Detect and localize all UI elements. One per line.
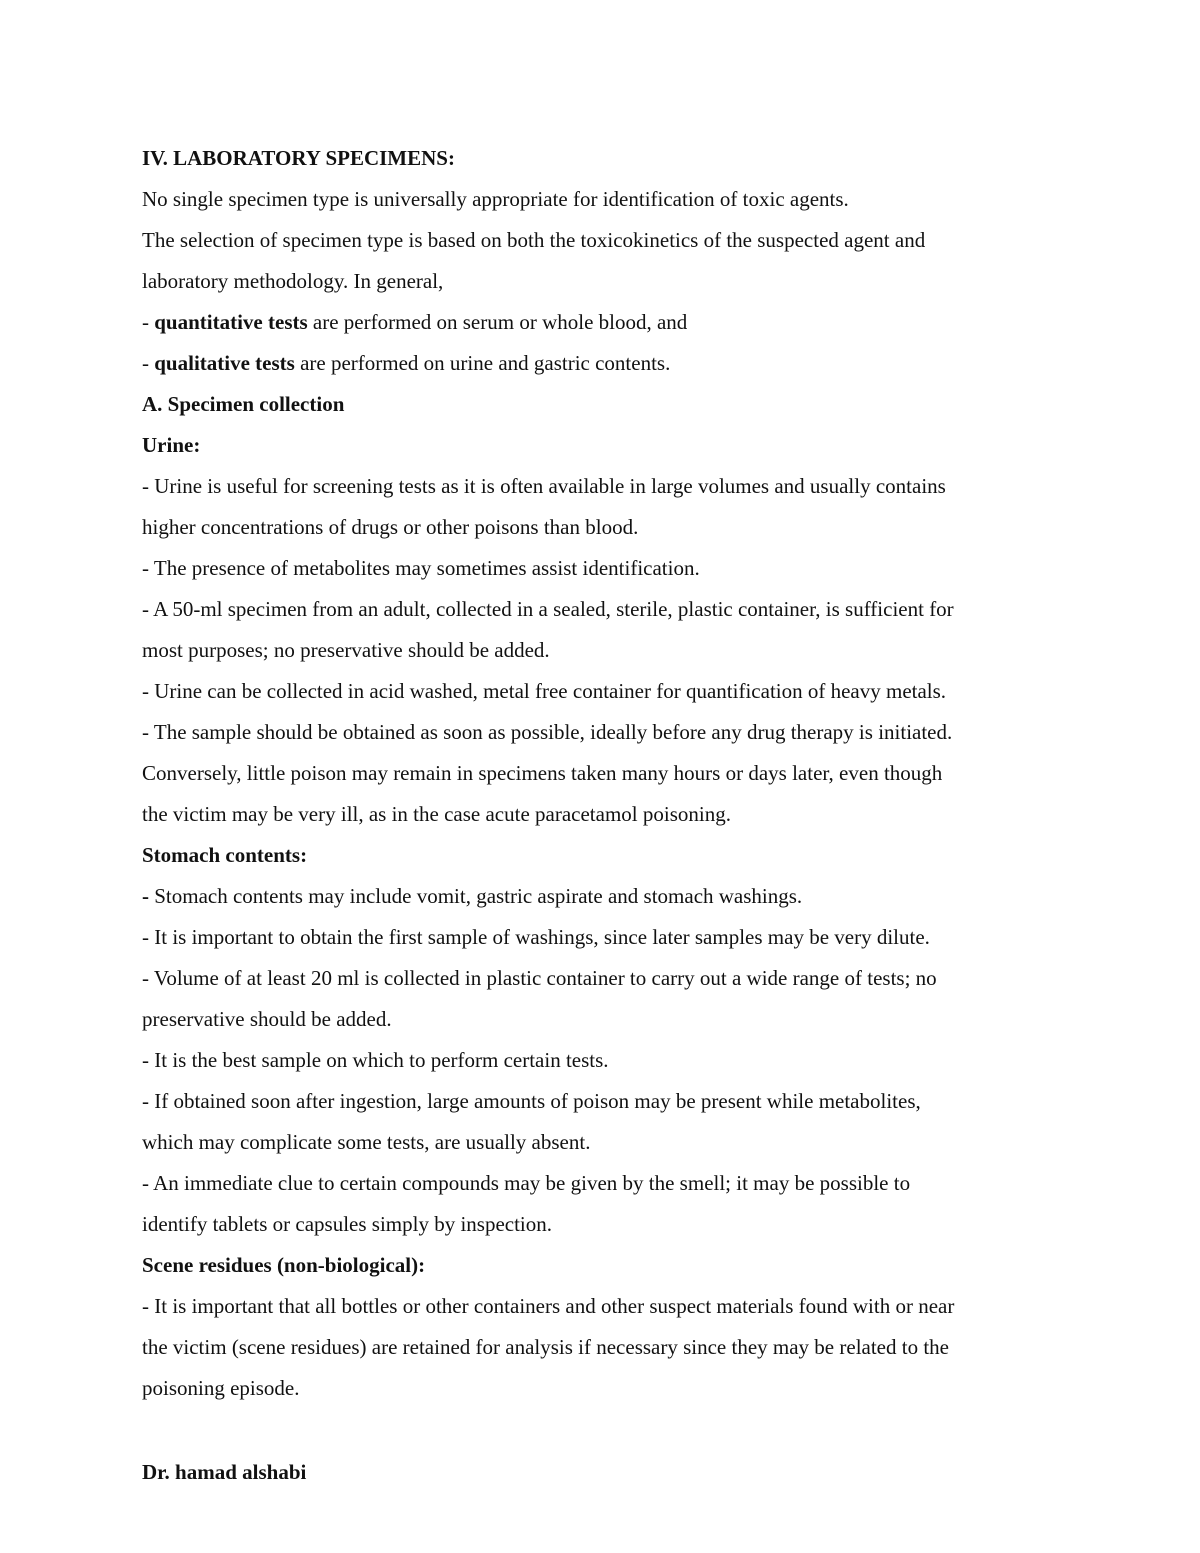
- intro-line: The selection of specimen type is based on both the toxicokinetics of the suspected agent and: [142, 228, 926, 252]
- author-signature: Dr. hamad alshabi: [142, 1460, 307, 1484]
- urine-line: - Urine is useful for screening tests as it is often available in large volumes and usually contains: [142, 474, 946, 498]
- qualitative-tests-text: are performed on urine and gastric contents.: [294, 351, 671, 375]
- stomach-line: preservative should be added.: [142, 1007, 392, 1031]
- urine-heading: Urine:: [142, 433, 201, 457]
- quantitative-tests-term: quantitative tests: [154, 310, 308, 334]
- bullet-dash: -: [142, 884, 149, 908]
- urine-line: higher concentrations of drugs or other poisons than blood.: [142, 515, 639, 539]
- stomach-line: - Volume of at least 20 ml is collected in plastic container to carry out a wide range of tests; no: [142, 966, 937, 990]
- stomach-line: identify tablets or capsules simply by inspection.: [142, 1212, 553, 1236]
- intro-line: laboratory methodology. In general,: [142, 269, 444, 293]
- stomach-line: - It is the best sample on which to perform certain tests.: [142, 1048, 609, 1072]
- urine-line: - The presence of metabolites may sometimes assist identification.: [142, 556, 700, 580]
- qualitative-tests-line: [142, 343, 1062, 384]
- scene-line: poisoning episode.: [142, 1376, 300, 1400]
- scene-line: the victim (scene residues) are retained for analysis if necessary since they may be related to the: [142, 1335, 949, 1359]
- stomach-line: - An immediate clue to certain compounds may be given by the smell; it may be possible to: [142, 1171, 911, 1195]
- section-title: IV. LABORATORY SPECIMENS:: [142, 146, 455, 170]
- bullet-dash: -: [142, 351, 155, 375]
- stomach-line: [142, 876, 1062, 917]
- bullet-dash: -: [142, 310, 155, 334]
- urine-line: the victim may be very ill, as in the case acute paracetamol poisoning.: [142, 802, 731, 826]
- subsection-heading-specimen-collection: A. Specimen collection: [142, 392, 345, 416]
- urine-line: most purposes; no preservative should be added.: [142, 638, 550, 662]
- stomach-line: - If obtained soon after ingestion, large amounts of poison may be present while metabolites,: [142, 1089, 921, 1113]
- stomach-contents-heading: Stomach contents:: [142, 843, 308, 867]
- stomach-line-text: Stomach contents may include vomit, gastric aspirate and stomach washings.: [149, 884, 803, 908]
- stomach-line: which may complicate some tests, are usually absent.: [142, 1130, 591, 1154]
- urine-line: - A 50-ml specimen from an adult, collected in a sealed, sterile, plastic container, is sufficient for: [142, 597, 954, 621]
- urine-line: Conversely, little poison may remain in specimens taken many hours or days later, even though: [142, 761, 943, 785]
- scene-line: - It is important that all bottles or other containers and other suspect materials found with or near: [142, 1294, 955, 1318]
- quantitative-tests-text: are performed on serum or whole blood, and: [307, 310, 688, 334]
- qualitative-tests-term: qualitative tests: [154, 351, 295, 375]
- document-body: [142, 138, 1062, 1409]
- urine-line: - Urine can be collected in acid washed, metal free container for quantification of heavy metals.: [142, 679, 947, 703]
- scene-residues-heading: Scene residues (non-biological):: [142, 1253, 426, 1277]
- quantitative-tests-line: [142, 302, 1062, 343]
- stomach-line: - It is important to obtain the first sample of washings, since later samples may be very dilute.: [142, 925, 930, 949]
- intro-line: No single specimen type is universally appropriate for identification of toxic agents.: [142, 187, 849, 211]
- urine-line: - The sample should be obtained as soon as possible, ideally before any drug therapy is initiated.: [142, 720, 953, 744]
